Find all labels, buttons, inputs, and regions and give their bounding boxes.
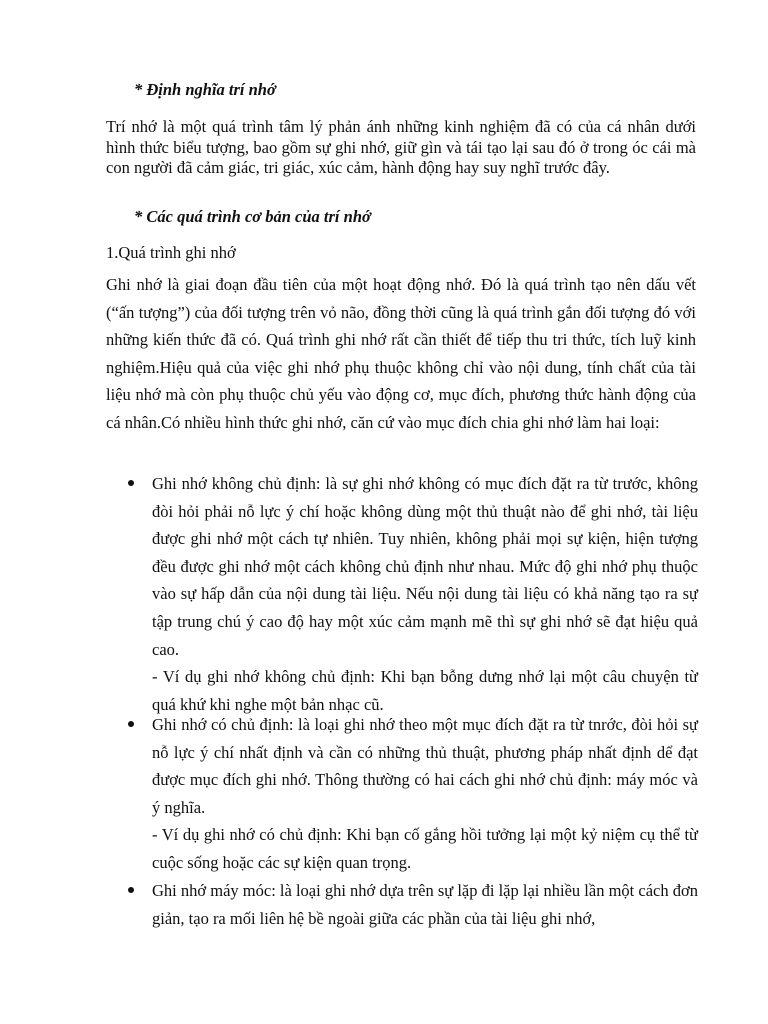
heading-processes: * Các quá trình cơ bản của trí nhớ xyxy=(134,207,371,226)
bullet-example: - Ví dụ ghi nhớ không chủ định: Khi bạn bỗng dưng nhớ lại một câu chuyện từ quá khứ khi nghe một bản nhạc cũ. xyxy=(152,667,698,714)
section-1-title: 1.Quá trình ghi nhớ xyxy=(106,243,236,262)
section-1-paragraph: Ghi nhớ là giai đoạn đầu tiên của một hoạt động nhớ. Đó là quá trình tạo nên dấu vết (“ấn tượng”) của đối tượng trên vỏ não, đồng thời cũng là quá trình gắn đối tượng đó với những kiến thức đã có. Quá trình ghi nhớ rất cần thiết để tiếp thu tri thức, tích luỹ kinh nghiệm.Hiệu quả của việc ghi nhớ phụ thuộc không chỉ vào nội dung, tính chất của tài liệu nhớ mà còn phụ thuộc chủ yếu vào động cơ, mục đích, phương thức hành động của cá nhân.Có nhiều hình thức ghi nhớ, căn cứ vào mục đích chia ghi nhớ làm hai loại: xyxy=(106,275,696,432)
bullet-text: Ghi nhớ có chủ định: là loại ghi nhớ theo một mục đích đặt ra từ tnrớc, đòi hỏi sự nỗ lực ý chí nhất định và cần có những thủ thuật, phương pháp nhất định dể đạt được mục đích ghi nhớ. Thông thường có hai cách ghi nhớ chủ định: máy móc và ý nghĩa. xyxy=(152,715,698,817)
bullet-icon xyxy=(128,887,134,893)
heading-definition: * Định nghĩa trí nhớ xyxy=(134,80,276,99)
bullet-text: Ghi nhớ máy móc: là loại ghi nhớ dựa trên sự lặp đi lặp lại nhiều lần một cách đơn giản, tạo ra mối liên hệ bề ngoài giữa các phần của tài liệu ghi nhớ, xyxy=(152,881,698,928)
bullet-icon xyxy=(128,480,134,486)
bullet-example: - Ví dụ ghi nhớ có chủ định: Khi bạn cố gắng hồi tưởng lại một kỷ niệm cụ thể từ cuộc sống hoặc các sự kiện quan trọng. xyxy=(152,825,698,872)
definition-paragraph: Trí nhớ là một quá trình tâm lý phản ánh những kinh nghiệm đã có của cá nhân dưới hình thức biểu tượng, bao gồm sự ghi nhớ, giữ gìn và tái tạo lại sau đó ở trong óc cái mà con người đã cảm giác, tri giác, xúc cảm, hành động hay suy nghĩ trước đây. xyxy=(106,117,696,177)
bullet-icon xyxy=(128,721,134,727)
bullet-text: Ghi nhớ không chủ định: là sự ghi nhớ không có mục đích đặt ra từ trước, không đòi hỏi phải nỗ lực ý chí hoặc không dùng một thủ thuật nào để ghi nhớ, tài liệu được ghi nhớ một cách tự nhiên. Tuy nhiên, không phải mọi sự kiện, hiện tượng đều được ghi nhớ một cách không chủ định như nhau. Mức độ ghi nhớ phụ thuộc vào sự hấp dẫn của nội dung tài liệu. Nếu nội dung tài liệu có khả năng tạo ra sự tập trung chú ý cao độ hay một xúc cảm mạnh mẽ thì sự ghi nhớ sẽ đạt hiệu quả cao. xyxy=(152,474,698,659)
